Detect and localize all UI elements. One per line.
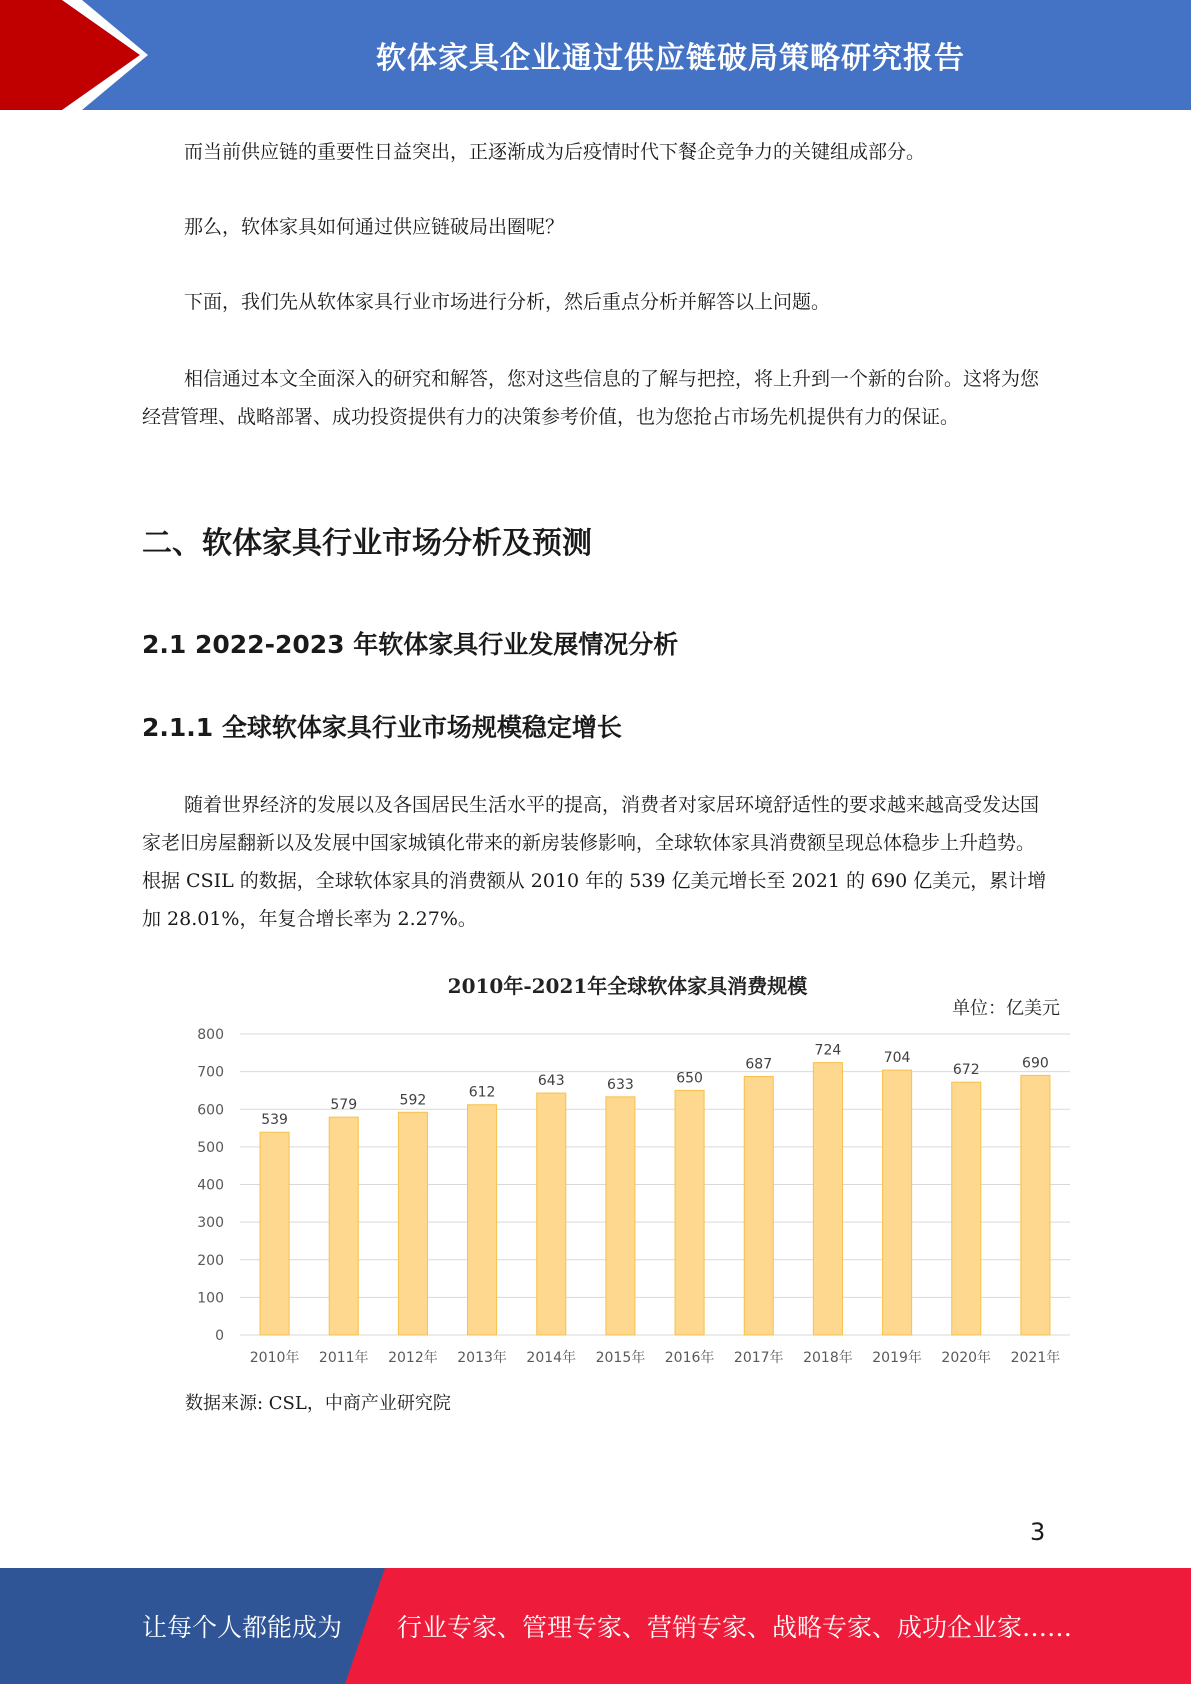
bar-value-label: 579 bbox=[330, 1097, 358, 1114]
header-arrow-decoration bbox=[0, 0, 160, 110]
y-tick-label: 0 bbox=[215, 1328, 224, 1344]
x-tick-label: 2014年 bbox=[526, 1350, 577, 1366]
consumption-bar-chart bbox=[170, 970, 1085, 1380]
x-tick-label: 2010年 bbox=[249, 1350, 300, 1366]
y-tick-label: 100 bbox=[197, 1290, 224, 1307]
x-tick-label: 2019年 bbox=[872, 1350, 922, 1366]
bar bbox=[537, 1093, 566, 1335]
x-tick-label: 2018年 bbox=[803, 1350, 853, 1366]
subsection-heading: 2.1 2022-2023 年软体家具行业发展情况分析 bbox=[142, 630, 679, 659]
x-tick-label: 2012年 bbox=[388, 1350, 438, 1366]
chart-unit-label: 单位：亿美元 bbox=[952, 998, 1060, 1019]
chart-plot bbox=[170, 970, 1085, 1380]
x-tick-label: 2011年 bbox=[318, 1350, 369, 1366]
bar bbox=[1021, 1075, 1050, 1335]
bar bbox=[606, 1097, 635, 1335]
bar bbox=[398, 1112, 427, 1335]
bar-value-label: 612 bbox=[468, 1084, 496, 1101]
y-tick-label: 200 bbox=[197, 1252, 224, 1269]
bar-value-label: 672 bbox=[952, 1062, 980, 1079]
bar-value-label: 650 bbox=[676, 1070, 703, 1087]
intro-paragraph-1: 而当前供应链的重要性日益突出，正逐渐成为后疫情时代下餐企竞争力的关键组成部分。 bbox=[184, 141, 926, 163]
bar-value-label: 690 bbox=[1022, 1055, 1049, 1072]
bar-value-label: 687 bbox=[745, 1056, 773, 1073]
x-tick-label: 2013年 bbox=[457, 1350, 507, 1366]
x-tick-label: 2015年 bbox=[595, 1350, 646, 1366]
bar bbox=[260, 1132, 289, 1335]
subsubsection-heading: 2.1.1 全球软体家具行业市场规模稳定增长 bbox=[142, 713, 622, 742]
bar bbox=[744, 1077, 773, 1335]
intro-paragraph-3: 下面，我们先从软体家具行业市场进行分析，然后重点分析并解答以上问题。 bbox=[184, 291, 831, 313]
y-tick-label: 600 bbox=[197, 1102, 224, 1119]
y-tick-label: 400 bbox=[197, 1177, 224, 1194]
report-title: 软体家具企业通过供应链破局策略研究报告 bbox=[376, 41, 965, 76]
intro-paragraph-4: 相信通过本文全面深入的研究和解答，您对这些信息的了解与把控，将上升到一个新的台阶。这将为您经营管理、战略部署、成功投资提供有力的决策参考价值，也为您抢占市场先机提供有力的保证。 bbox=[142, 368, 1040, 428]
data-source-note: 数据来源: CSL，中商产业研究院 bbox=[185, 1393, 451, 1414]
bar bbox=[883, 1070, 912, 1335]
page-footer bbox=[0, 1568, 1191, 1684]
y-tick-label: 800 bbox=[197, 1027, 224, 1043]
bar-value-label: 643 bbox=[537, 1073, 565, 1090]
bar-value-label: 704 bbox=[883, 1050, 911, 1067]
page-header bbox=[0, 0, 1191, 110]
intro-paragraph-2: 那么，软体家具如何通过供应链破局出圈呢？ bbox=[184, 216, 565, 238]
y-tick-label: 300 bbox=[197, 1215, 224, 1232]
x-tick-label: 2020年 bbox=[941, 1350, 992, 1366]
chart-title: 2010年-2021年全球软体家具消费规模 bbox=[447, 974, 808, 998]
bar bbox=[813, 1063, 842, 1335]
footer-slogan-right: 行业专家、管理专家、营销专家、战略专家、成功企业家…… bbox=[397, 1613, 1073, 1642]
page-number: 3 bbox=[1030, 1518, 1046, 1546]
bar-value-label: 633 bbox=[607, 1076, 634, 1093]
y-tick-label: 700 bbox=[197, 1064, 224, 1081]
section-heading: 二、软体家具行业市场分析及预测 bbox=[142, 526, 592, 561]
bar bbox=[329, 1117, 358, 1335]
bar-value-label: 592 bbox=[399, 1092, 427, 1109]
bar bbox=[952, 1082, 981, 1335]
body-paragraph: 随着世界经济的发展以及各国居民生活水平的提高，消费者对家居环境舒适性的要求越来越高受发达国家老旧房屋翻新以及发展中国家城镇化带来的新房装修影响，全球软体家具消费额呈现总体稳步上升趋势。根据 CSIL 的数据，全球软体家具的消费额从 2010 年的 539 亿美元增长至 2021 的 690 亿美元，累计增加 28.01%，年复合增长率为 2.27%。 bbox=[142, 794, 1047, 930]
bar bbox=[675, 1090, 704, 1335]
x-tick-label: 2016年 bbox=[664, 1350, 715, 1366]
bar bbox=[468, 1105, 497, 1335]
footer-slogan-left: 让每个人都能成为 bbox=[142, 1613, 343, 1642]
bar-value-label: 539 bbox=[261, 1112, 288, 1129]
x-tick-label: 2017年 bbox=[733, 1350, 784, 1366]
x-tick-label: 2021年 bbox=[1010, 1350, 1061, 1366]
bar-value-label: 724 bbox=[814, 1042, 842, 1059]
y-tick-label: 500 bbox=[197, 1139, 224, 1156]
